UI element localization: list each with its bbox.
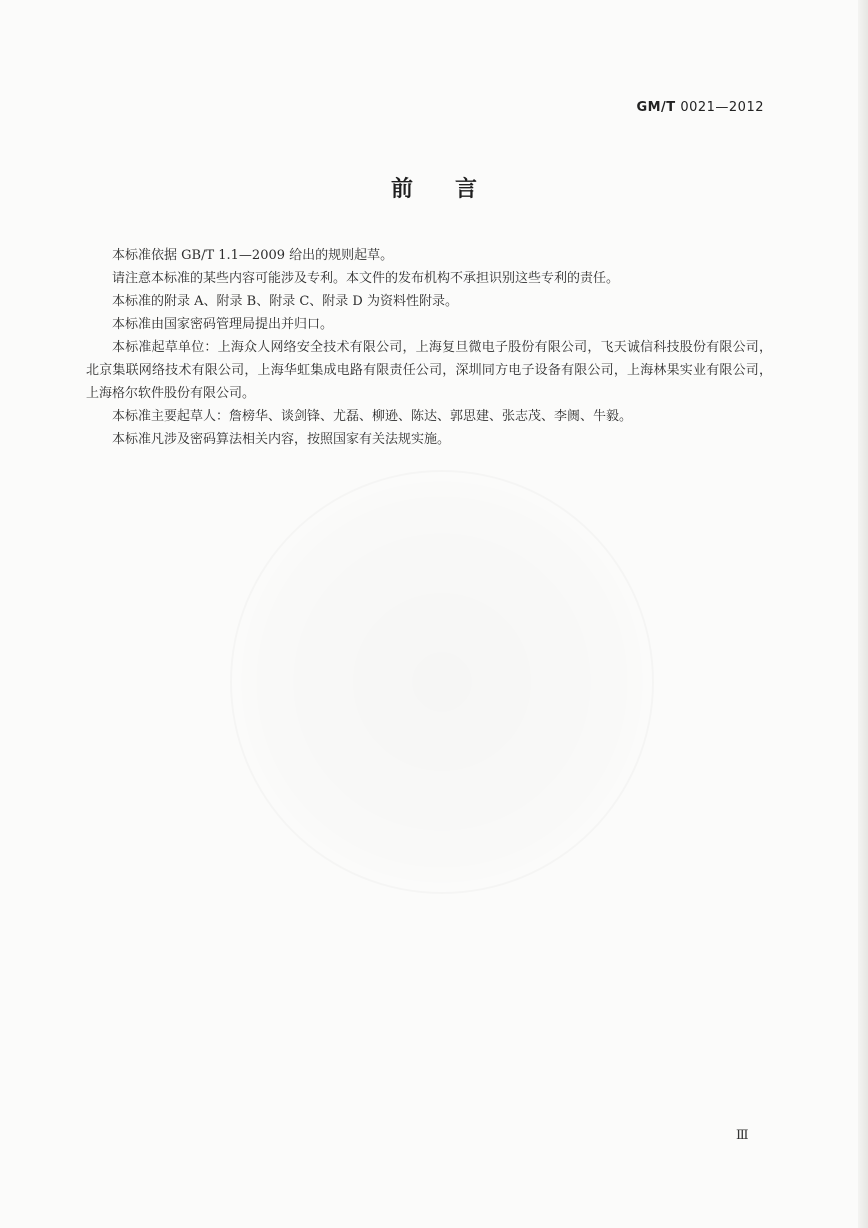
standard-code-number: 0021—2012 <box>680 100 764 115</box>
paragraph: 本标准由国家密码管理局提出并归口。 <box>112 317 334 332</box>
page-number: Ⅲ <box>736 1128 749 1143</box>
paragraph: 本标准凡涉及密码算法相关内容，按照国家有关法规实施。 <box>112 432 451 447</box>
paragraph: 本标准依据 GB/T 1.1—2009 给出的规则起草。 <box>112 248 394 263</box>
paragraph: 本标准主要起草人：詹榜华、谈剑锋、尤磊、柳逊、陈达、郭思建、张志茂、李阓、牛毅。 <box>112 409 633 424</box>
paragraph: 本标准起草单位：上海众人网络安全技术有限公司，上海复旦微电子股份有限公司，飞天诚信科技股份有限公司，北京集联网络技术有限公司，上海华虹集成电路有限责任公司，深圳同方电子设备有限公司，上海林果实业有限公司，上海格尔软件股份有限公司。 <box>86 340 772 401</box>
paragraph: 本标准的附录 A、附录 B、附录 C、附录 D 为资料性附录。 <box>112 294 458 309</box>
background-watermark <box>230 470 654 894</box>
standard-code-prefix: GM/T <box>636 100 676 115</box>
paragraph: 请注意本标准的某些内容可能涉及专利。本文件的发布机构不承担识别这些专利的责任。 <box>112 271 620 286</box>
standard-code <box>636 100 764 115</box>
document-body <box>86 244 772 451</box>
page-title: 前言 <box>390 177 519 202</box>
